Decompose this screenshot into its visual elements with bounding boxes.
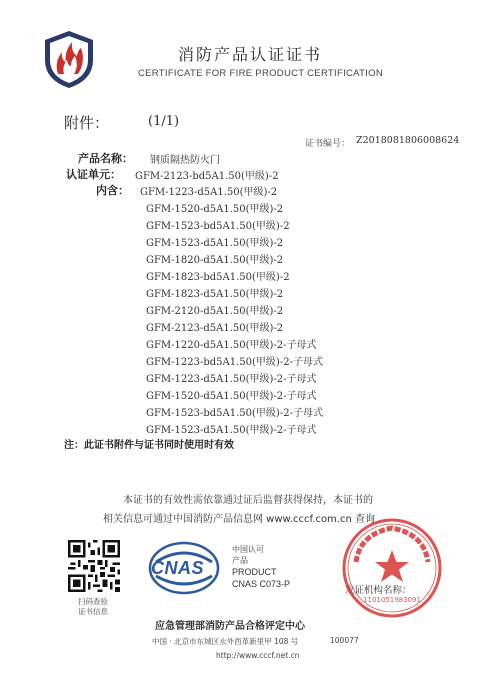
- qr-caption-line-1: 扫码查验: [78, 597, 108, 606]
- fire-certification-logo: [40, 28, 98, 90]
- cnas-logo-text: CNAS: [151, 558, 205, 578]
- certification-unit-label: 认证单元：: [66, 168, 121, 181]
- cnas-code: CNAS C073-P: [232, 579, 291, 589]
- certificate-number-label: 证书编号：: [305, 139, 351, 149]
- issuing-center-name: 应急管理部消防产品合格评定中心: [155, 621, 305, 632]
- cnas-accredited-label: 中国认可: [232, 545, 264, 554]
- product-name-label: 产品名称：: [78, 152, 133, 165]
- issuer-address: 中国 · 北京市东城区永外西革新里甲 108 号: [152, 637, 299, 646]
- model-item: GFM-1523-d5A1.50(甲级)-2-子母式: [146, 425, 317, 436]
- model-item: GFM-1823-d5A1.50(甲级)-2: [146, 289, 284, 300]
- attachment-label: 附件：: [64, 114, 110, 132]
- model-item: GFM-2120-d5A1.50(甲级)-2: [146, 306, 284, 317]
- qr-code-icon[interactable]: [68, 540, 120, 592]
- official-seal-stamp: [340, 516, 444, 620]
- contains-label: 内含：: [96, 184, 129, 197]
- certificate-title-english: CERTIFICATE FOR FIRE PRODUCT CERTIFICATION: [138, 68, 384, 79]
- model-item: GFM-1520-d5A1.50(甲级)-2: [146, 204, 284, 215]
- model-item: GFM-1223-d5A1.50(甲级)-2-子母式: [146, 374, 317, 385]
- footer-validity-line-1: 本证书的有效性需依靠通过证后监督获得保持，本证书的: [123, 495, 373, 506]
- product-name-value: 钢质隔热防火门: [150, 155, 220, 166]
- model-item: GFM-1220-d5A1.50(甲级)-2-子母式: [146, 340, 317, 351]
- cnas-product-label-cn: 产品: [232, 556, 248, 565]
- issuer-website-link[interactable]: http://www.cccf.net.cn: [216, 651, 300, 660]
- model-item: GFM-2123-d5A1.50(甲级)-2: [146, 323, 284, 334]
- issuer-label: 发证机构名称：: [345, 585, 412, 596]
- issuer-postcode: 100077: [330, 636, 359, 645]
- model-item: GFM-1223-bd5A1.50(甲级)-2-子母式: [146, 357, 323, 368]
- stamp-number: 1101051983091: [363, 596, 421, 604]
- qr-caption-line-2: 证书信息: [78, 607, 108, 616]
- model-item: GFM-1523-bd5A1.50(甲级)-2-子母式: [146, 408, 323, 419]
- footer-validity-line-2: 相关信息可通过中国消防产品信息网 www.cccf.com.cn 查询: [103, 514, 375, 525]
- model-item: GFM-1523-bd5A1.50(甲级)-2: [146, 221, 290, 232]
- model-item: GFM-1520-d5A1.50(甲级)-2-子母式: [146, 391, 317, 402]
- cnas-product-label-en: PRODUCT: [232, 567, 277, 577]
- model-item: GFM-1523-d5A1.50(甲级)-2: [146, 238, 284, 249]
- certification-unit-value: GFM-2123-bd5A1.50(甲级)-2: [135, 171, 279, 182]
- certificate-number-value: Z2018081806008624: [356, 135, 460, 146]
- certificate-title: 消防产品认证证书: [178, 45, 323, 64]
- validity-note: 注：此证书附件与证书同时使用时有效: [64, 440, 234, 451]
- model-item: GFM-1820-d5A1.50(甲级)-2: [146, 255, 284, 266]
- model-item: GFM-1223-d5A1.50(甲级)-2: [140, 187, 278, 198]
- model-item: GFM-1823-bd5A1.50(甲级)-2: [146, 272, 290, 283]
- attachment-value: (1/1): [148, 114, 180, 129]
